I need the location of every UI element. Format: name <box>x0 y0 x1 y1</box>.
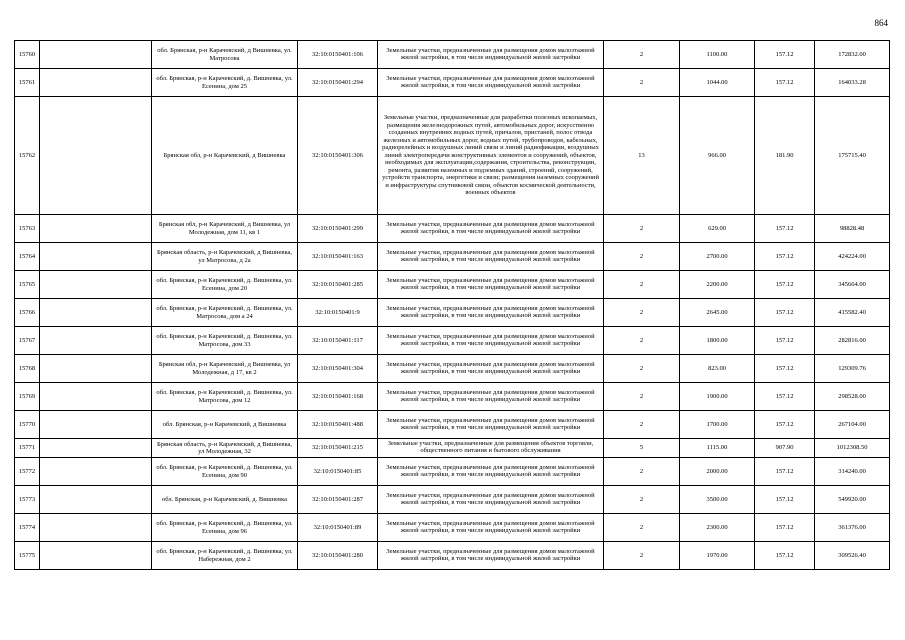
cadastral-value-cell: 361376.00 <box>815 514 890 542</box>
group-cell: 2 <box>604 486 680 514</box>
group-cell: 2 <box>604 69 680 97</box>
table-row <box>15 97 890 215</box>
cadastral-value-cell: 172832.00 <box>815 41 890 69</box>
address-cell: Брянская обл, р-н Карачевский, д Вишневка, ул Молодежная, д 17, кв 2 <box>152 355 298 383</box>
address-cell: обл. Брянская, р-н Карачевский, д. Вишневка, ул. Есенина, дом 25 <box>152 69 298 97</box>
cadastral-number-cell: 32:10:0150401:9 <box>298 299 378 327</box>
cadastral-value-cell: 164033.28 <box>815 69 890 97</box>
address-cell: обл. Брянская, р-н Карачевский, д. Вишневка, ул. Есенина, дом 90 <box>152 458 298 486</box>
land-use-cell: Земельные участки, предназначенные для размещения домов малоэтажной жилой застройки, в том числе индивидуальной жилой застройки <box>378 383 604 411</box>
spacer-cell <box>40 486 152 514</box>
area-cell: 823.00 <box>680 355 755 383</box>
area-cell: 1100.00 <box>680 41 755 69</box>
table-row <box>15 69 890 97</box>
row-number-cell: 15766 <box>15 299 40 327</box>
spacer-cell <box>40 69 152 97</box>
group-cell: 2 <box>604 355 680 383</box>
cadastral-number-cell: 32:10:0150401:294 <box>298 69 378 97</box>
cadastral-value-cell: 282816.00 <box>815 327 890 355</box>
land-use-cell: Земельные участки, предназначенные для размещения домов малоэтажной жилой застройки, в том числе индивидуальной жилой застройки <box>378 542 604 570</box>
group-cell: 2 <box>604 458 680 486</box>
specific-value-cell: 157.12 <box>755 243 815 271</box>
specific-value-cell: 907.90 <box>755 439 815 458</box>
table-row <box>15 271 890 299</box>
specific-value-cell: 157.12 <box>755 458 815 486</box>
specific-value-cell: 157.12 <box>755 271 815 299</box>
land-use-cell: Земельные участки, предназначенные для размещения домов малоэтажной жилой застройки, в том числе индивидуальной жилой застройки <box>378 486 604 514</box>
area-cell: 1700.00 <box>680 411 755 439</box>
specific-value-cell: 157.12 <box>755 299 815 327</box>
address-cell: обл. Брянская, р-н Карачевский, д. Вишневка, ул. Матросова, дом а 24 <box>152 299 298 327</box>
cadastral-value-cell: 314240.00 <box>815 458 890 486</box>
land-use-cell: Земельные участки, предназначенные для размещения домов малоэтажной жилой застройки, в том числе индивидуальной жилой застройки <box>378 41 604 69</box>
row-number-cell: 15765 <box>15 271 40 299</box>
area-cell: 2200.00 <box>680 271 755 299</box>
cadastral-value-cell: 175715.40 <box>815 97 890 215</box>
group-cell: 2 <box>604 271 680 299</box>
table-row <box>15 439 890 458</box>
spacer-cell <box>40 41 152 69</box>
address-cell: Брянская область, р-н Карачевский, д Вишневка, ул Молодежная, 32 <box>152 439 298 458</box>
cadastral-value-cell: 415582.40 <box>815 299 890 327</box>
land-use-cell: Земельные участки, предназначенные для размещения объектов торговли, общественного питания и бытового обслуживания <box>378 439 604 458</box>
land-use-cell: Земельные участки, предназначенные для размещения домов малоэтажной жилой застройки, в том числе индивидуальной жилой застройки <box>378 69 604 97</box>
address-cell: обл. Брянская, р-н Карачевский, д. Вишневка, ул. Матросова, дом 12 <box>152 383 298 411</box>
address-cell: Брянская обл, р-н Карачевский, д Вишневка <box>152 97 298 215</box>
land-use-cell: Земельные участки, предназначенные для размещения домов малоэтажной жилой застройки, в том числе индивидуальной жилой застройки <box>378 355 604 383</box>
spacer-cell <box>40 243 152 271</box>
specific-value-cell: 157.12 <box>755 411 815 439</box>
spacer-cell <box>40 458 152 486</box>
area-cell: 2000.00 <box>680 458 755 486</box>
group-cell: 2 <box>604 299 680 327</box>
spacer-cell <box>40 383 152 411</box>
group-cell: 2 <box>604 243 680 271</box>
spacer-cell <box>40 542 152 570</box>
address-cell: обл. Брянская, р-н Карачевский, д Вишневка, ул. Матросова <box>152 41 298 69</box>
cadastral-value-cell: 298528.00 <box>815 383 890 411</box>
area-cell: 3500.00 <box>680 486 755 514</box>
group-cell: 2 <box>604 41 680 69</box>
group-cell: 2 <box>604 514 680 542</box>
row-number-cell: 15774 <box>15 514 40 542</box>
table-row <box>15 486 890 514</box>
table-row <box>15 327 890 355</box>
area-cell: 1044.00 <box>680 69 755 97</box>
cadastral-value-cell: 1012308.50 <box>815 439 890 458</box>
cadastral-number-cell: 32:10:0150401:117 <box>298 327 378 355</box>
cadastral-value-table <box>14 40 890 570</box>
cadastral-number-cell: 32:10:0150401:304 <box>298 355 378 383</box>
specific-value-cell: 157.12 <box>755 41 815 69</box>
row-number-cell: 15762 <box>15 97 40 215</box>
row-number-cell: 15773 <box>15 486 40 514</box>
table-row <box>15 411 890 439</box>
cadastral-number-cell: 32:10:0150401:85 <box>298 458 378 486</box>
cadastral-number-cell: 32:10:0150401:215 <box>298 439 378 458</box>
land-use-cell: Земельные участки, предназначенные для размещения домов малоэтажной жилой застройки, в том числе индивидуальной жилой застройки <box>378 458 604 486</box>
table-row <box>15 383 890 411</box>
table-row <box>15 41 890 69</box>
cadastral-value-cell: 345664.00 <box>815 271 890 299</box>
specific-value-cell: 157.12 <box>755 69 815 97</box>
group-cell: 13 <box>604 97 680 215</box>
cadastral-number-cell: 32:10:0150401:306 <box>298 97 378 215</box>
row-number-cell: 15769 <box>15 383 40 411</box>
cadastral-number-cell: 32:10:0150401:488 <box>298 411 378 439</box>
cadastral-value-cell: 309526.40 <box>815 542 890 570</box>
row-number-cell: 15768 <box>15 355 40 383</box>
row-number-cell: 15771 <box>15 439 40 458</box>
table-row <box>15 215 890 243</box>
table-row <box>15 299 890 327</box>
page-number: 864 <box>874 18 888 28</box>
land-use-cell: Земельные участки, предназначенные для размещения домов малоэтажной жилой застройки, в том числе индивидуальной жилой застройки <box>378 299 604 327</box>
address-cell: обл. Брянская, р-н Карачевский, д. Вишневка, ул. Набережная, дом 2 <box>152 542 298 570</box>
specific-value-cell: 157.12 <box>755 542 815 570</box>
cadastral-value-cell: 98828.48 <box>815 215 890 243</box>
address-cell: обл. Брянская, р-н Карачевский, д. Вишневка, ул. Есенина, дом 96 <box>152 514 298 542</box>
group-cell: 2 <box>604 215 680 243</box>
row-number-cell: 15763 <box>15 215 40 243</box>
specific-value-cell: 157.12 <box>755 514 815 542</box>
table-row <box>15 514 890 542</box>
row-number-cell: 15767 <box>15 327 40 355</box>
row-number-cell: 15775 <box>15 542 40 570</box>
address-cell: обл. Брянская, р-н Карачевский, д. Вишневка <box>152 486 298 514</box>
specific-value-cell: 157.12 <box>755 327 815 355</box>
cadastral-number-cell: 32:10:0150401:285 <box>298 271 378 299</box>
land-use-cell: Земельные участки, предназначенные для размещения домов малоэтажной жилой застройки, в том числе индивидуальной жилой застройки <box>378 327 604 355</box>
land-use-cell: Земельные участки, предназначенные для разработки полезных ископаемых, размещения железнодорожных путей, автомобильных дорог, искусственно созданных внутренних водных путей, причалов, пристаней, полос отвода железных и автомобильных дорог, водных путей, трубопроводов, кабельных, радиорелейных и воздушных линий связи и линий радиофикации, воздушных линий электропередачи конструктивных элементов и сооружений, объектов, необходимых для эксплуатации,содержания, строительства, реконструкции, ремонта, развития наземных и подземных зданий, строений, сооружений, устройств транспорта, энергетики и связи; размещения наземных сооружений и инфраструктуры спутниковой связи, объектов космической деятельности, военных объектов <box>378 97 604 215</box>
area-cell: 1970.00 <box>680 542 755 570</box>
cadastral-number-cell: 32:10:0150401:163 <box>298 243 378 271</box>
group-cell: 2 <box>604 383 680 411</box>
land-use-cell: Земельные участки, предназначенные для размещения домов малоэтажной жилой застройки, в том числе индивидуальной жилой застройки <box>378 514 604 542</box>
spacer-cell <box>40 271 152 299</box>
address-cell: обл. Брянская, р-н Карачевский, д. Вишневка, ул. Матросова, дом 33 <box>152 327 298 355</box>
address-cell: обл. Брянская, р-н Карачевский, д Вишневка <box>152 411 298 439</box>
area-cell: 966.00 <box>680 97 755 215</box>
specific-value-cell: 157.12 <box>755 215 815 243</box>
cadastral-value-cell: 424224.00 <box>815 243 890 271</box>
land-use-cell: Земельные участки, предназначенные для размещения домов малоэтажной жилой застройки, в том числе индивидуальной жилой застройки <box>378 271 604 299</box>
specific-value-cell: 181.90 <box>755 97 815 215</box>
land-use-cell: Земельные участки, предназначенные для размещения домов малоэтажной жилой застройки, в том числе индивидуальной жилой застройки <box>378 411 604 439</box>
area-cell: 2700.00 <box>680 243 755 271</box>
table-body <box>15 41 890 570</box>
cadastral-value-cell: 549920.00 <box>815 486 890 514</box>
area-cell: 1115.00 <box>680 439 755 458</box>
cadastral-value-cell: 267104.00 <box>815 411 890 439</box>
row-number-cell: 15760 <box>15 41 40 69</box>
spacer-cell <box>40 411 152 439</box>
spacer-cell <box>40 514 152 542</box>
row-number-cell: 15772 <box>15 458 40 486</box>
spacer-cell <box>40 355 152 383</box>
table-row <box>15 243 890 271</box>
spacer-cell <box>40 299 152 327</box>
group-cell: 2 <box>604 411 680 439</box>
cadastral-value-cell: 129309.76 <box>815 355 890 383</box>
cadastral-number-cell: 32:10:0150401:168 <box>298 383 378 411</box>
row-number-cell: 15761 <box>15 69 40 97</box>
spacer-cell <box>40 327 152 355</box>
cadastral-number-cell: 32:10:0150401:287 <box>298 486 378 514</box>
land-use-cell: Земельные участки, предназначенные для размещения домов малоэтажной жилой застройки, в том числе индивидуальной жилой застройки <box>378 243 604 271</box>
specific-value-cell: 157.12 <box>755 383 815 411</box>
table-row <box>15 458 890 486</box>
row-number-cell: 15770 <box>15 411 40 439</box>
group-cell: 2 <box>604 327 680 355</box>
cadastral-number-cell: 32:10:0150401:280 <box>298 542 378 570</box>
spacer-cell <box>40 97 152 215</box>
group-cell: 2 <box>604 542 680 570</box>
table-row <box>15 355 890 383</box>
area-cell: 2645.00 <box>680 299 755 327</box>
land-use-cell: Земельные участки, предназначенные для размещения домов малоэтажной жилой застройки, в том числе индивидуальной жилой застройки <box>378 215 604 243</box>
address-cell: Брянская область, р-н Карачевский, д Вишневка, ул Матросова, д 2а <box>152 243 298 271</box>
area-cell: 1900.00 <box>680 383 755 411</box>
group-cell: 5 <box>604 439 680 458</box>
address-cell: обл. Брянская, р-н Карачевский, д. Вишневка, ул. Есенина, дом 20 <box>152 271 298 299</box>
table-row <box>15 542 890 570</box>
specific-value-cell: 157.12 <box>755 486 815 514</box>
specific-value-cell: 157.12 <box>755 355 815 383</box>
area-cell: 2300.00 <box>680 514 755 542</box>
address-cell: Брянская обл, р-н Карачевский, д Вишневка, ул Молодежная, дом 11, кв 1 <box>152 215 298 243</box>
area-cell: 1800.00 <box>680 327 755 355</box>
cadastral-number-cell: 32:10:0150401:299 <box>298 215 378 243</box>
cadastral-number-cell: 32:10:0150401:106 <box>298 41 378 69</box>
row-number-cell: 15764 <box>15 243 40 271</box>
spacer-cell <box>40 439 152 458</box>
spacer-cell <box>40 215 152 243</box>
cadastral-number-cell: 32:10:0150401:89 <box>298 514 378 542</box>
area-cell: 629.00 <box>680 215 755 243</box>
